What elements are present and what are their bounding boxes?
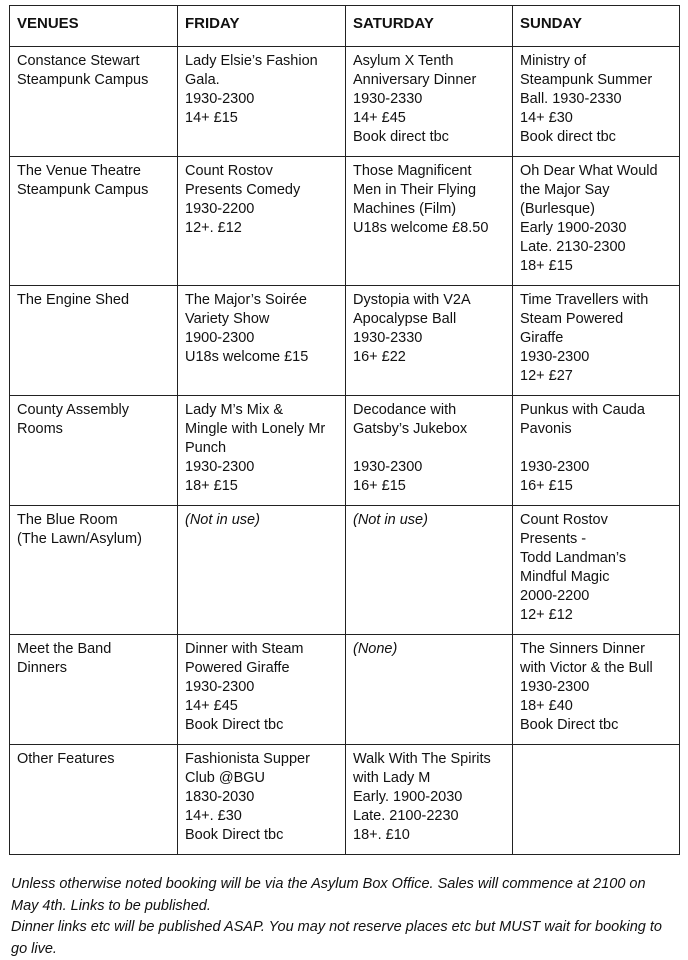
table-row bbox=[10, 396, 680, 506]
sunday-cell: Count Rostov Presents - Todd Landman’s Mindful Magic 2000-2200 12+ £12 bbox=[513, 506, 680, 635]
table-row bbox=[10, 745, 680, 855]
table-row bbox=[10, 47, 680, 157]
sunday-cell bbox=[513, 745, 680, 855]
header-venues: VENUES bbox=[10, 6, 178, 47]
venue-cell: The Venue Theatre Steampunk Campus bbox=[10, 157, 178, 286]
friday-cell: Dinner with Steam Powered Giraffe 1930-2300 14+ £45 Book Direct tbc bbox=[178, 635, 346, 745]
friday-cell: The Major’s Soirée Variety Show 1900-2300 U18s welcome £15 bbox=[178, 286, 346, 396]
table-row bbox=[10, 635, 680, 745]
sunday-cell: The Sinners Dinner with Victor & the Bull 1930-2300 18+ £40 Book Direct tbc bbox=[513, 635, 680, 745]
friday-cell: Lady Elsie’s Fashion Gala. 1930-2300 14+ £15 bbox=[178, 47, 346, 157]
header-row bbox=[10, 6, 680, 47]
venue-cell: The Blue Room (The Lawn/Asylum) bbox=[10, 506, 178, 635]
header-saturday: SATURDAY bbox=[346, 6, 513, 47]
header-sunday: SUNDAY bbox=[513, 6, 680, 47]
venue-cell: Meet the Band Dinners bbox=[10, 635, 178, 745]
events-schedule-table bbox=[9, 5, 680, 855]
sunday-cell: Ministry of Steampunk Summer Ball. 1930-2330 14+ £30 Book direct tbc bbox=[513, 47, 680, 157]
saturday-cell: Asylum X Tenth Anniversary Dinner 1930-2330 14+ £45 Book direct tbc bbox=[346, 47, 513, 157]
table-row bbox=[10, 157, 680, 286]
friday-cell: Lady M’s Mix & Mingle with Lonely Mr Punch 1930-2300 18+ £15 bbox=[178, 396, 346, 506]
saturday-cell: Dystopia with V2A Apocalypse Ball 1930-2330 16+ £22 bbox=[346, 286, 513, 396]
friday-cell: (Not in use) bbox=[178, 506, 346, 635]
booking-note: Dinner links etc will be published ASAP. You may not reserve places etc but MUST wait for booking to go live. bbox=[11, 919, 662, 957]
venue-cell: Other Features bbox=[10, 745, 178, 855]
sunday-cell: Oh Dear What Would the Major Say (Burlesque) Early 1900-2030 Late. 2130-2300 18+ £15 bbox=[513, 157, 680, 286]
venue-cell: Constance Stewart Steampunk Campus bbox=[10, 47, 178, 157]
saturday-cell: Walk With The Spirits with Lady M Early. 1900-2030 Late. 2100-2230 18+. £10 bbox=[346, 745, 513, 855]
sunday-cell: Time Travellers with Steam Powered Giraffe 1930-2300 12+ £27 bbox=[513, 286, 680, 396]
table-row bbox=[10, 506, 680, 635]
venue-cell: The Engine Shed bbox=[10, 286, 178, 396]
booking-note: Unless otherwise noted booking will be via the Asylum Box Office. Sales will commence at 2100 on May 4th. Links to be published. bbox=[11, 876, 646, 914]
header-friday: FRIDAY bbox=[178, 6, 346, 47]
booking-notes bbox=[11, 874, 671, 960]
saturday-cell: (None) bbox=[346, 635, 513, 745]
saturday-cell: (Not in use) bbox=[346, 506, 513, 635]
table-row bbox=[10, 286, 680, 396]
venue-cell: County Assembly Rooms bbox=[10, 396, 178, 506]
saturday-cell: Decodance with Gatsby’s Jukebox 1930-2300 16+ £15 bbox=[346, 396, 513, 506]
friday-cell: Count Rostov Presents Comedy 1930-2200 12+. £12 bbox=[178, 157, 346, 286]
friday-cell: Fashionista Supper Club @BGU 1830-2030 14+. £30 Book Direct tbc bbox=[178, 745, 346, 855]
sunday-cell: Punkus with Cauda Pavonis 1930-2300 16+ £15 bbox=[513, 396, 680, 506]
saturday-cell: Those Magnificent Men in Their Flying Machines (Film) U18s welcome £8.50 bbox=[346, 157, 513, 286]
